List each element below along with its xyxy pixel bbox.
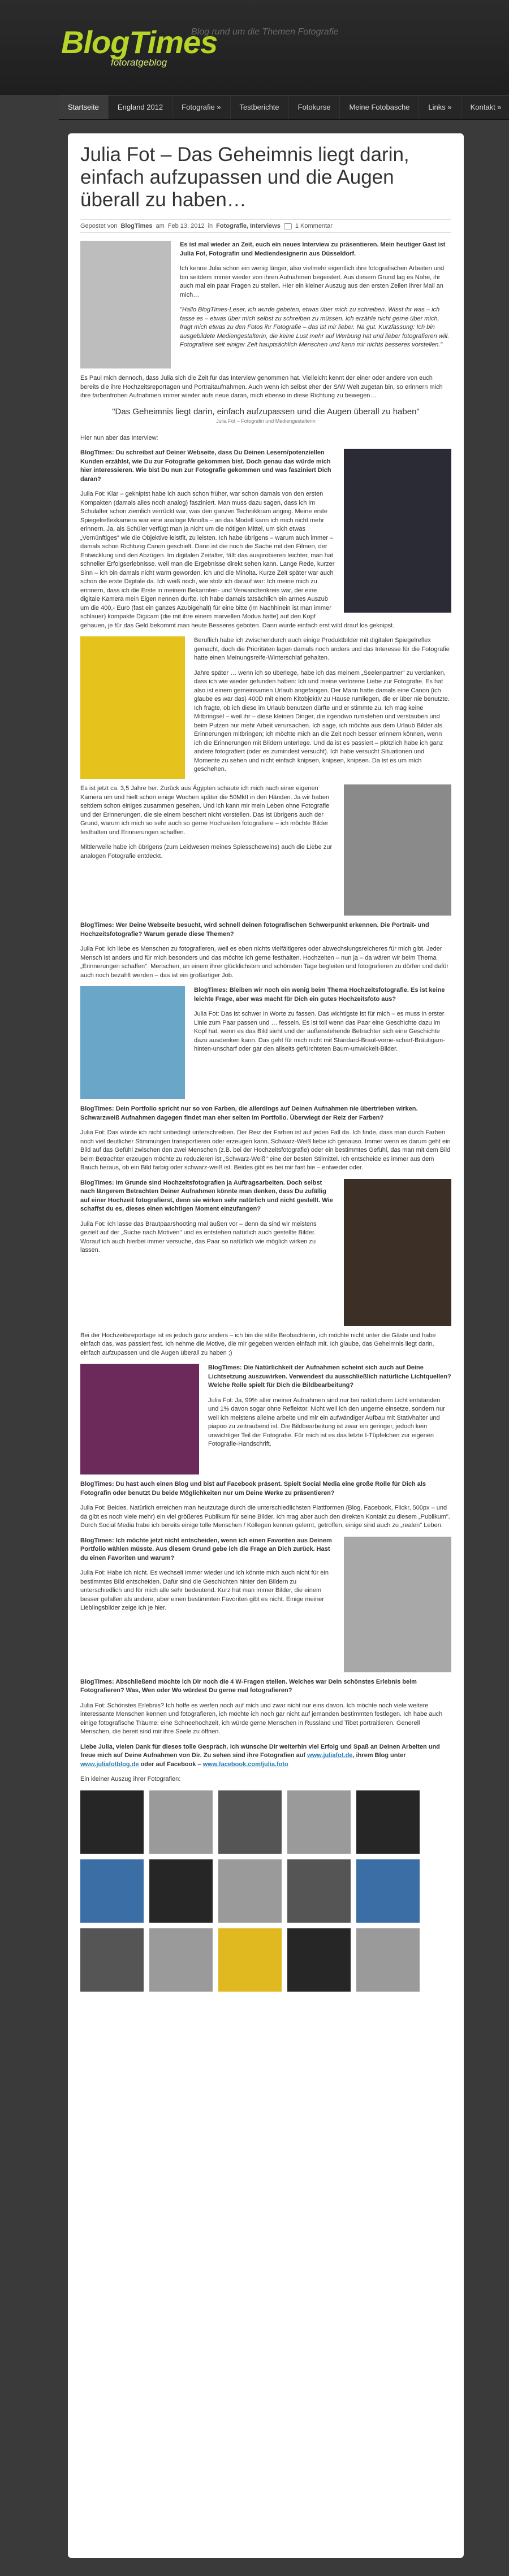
qa-answer-4: Julia Fot: Das würde ich nicht unbedingt unterschreiben. Der Reiz der Farben ist auf jeden Fall da. Ich finde, dass man durch Farben noch viel deutlicher Stimmungen transportieren oder erzeugen kann. Schwarz-Weiß liebe ich genauso. Immer wenn es darum geht ein Bild auf das Gefühl zwischen den zwei Menschen (z.B. bei der Hochzeitsfotografie) oder ein bestimmtes Gefühl, das man mit dem Bild beim Betrachter erzeugen möchte zu reduzieren ist „Schwarz-Weiß" eine der besten Stilmittel. Ich entscheide es immer aus dem Bauch heraus, ob ein Bild farbig oder schwarz-weiß ist. Beides gibt es bei mir fast hie – entweder oder. bbox=[80, 1129, 451, 1171]
portrait-photo bbox=[80, 241, 171, 368]
closing-mid: , ihrem Blog unter bbox=[352, 1752, 406, 1759]
qa-question-3: BlogTimes: Bleiben wir noch ein wenig beim Thema Hochzeitsfotografie. Es ist keine leichte Frage, aber was macht für Dich ein gutes Hochzeitsfoto aus? bbox=[194, 987, 445, 1003]
gallery-thumb[interactable] bbox=[149, 1859, 213, 1923]
qa-answer-2: Julia Fot: Ich liebe es Menschen zu fotografieren, weil es eben nichts vielfältigeres oder abwechslungsreicheres für mich gibt. Jeder Mensch ist anders und für mich besonders und das möchte ich gerne festhalten. Hochzeiten – nun ja – da wären wir beim Thema „Erinnerungen schaffen". Menschen, an einem ihrer glücklichsten und schönsten Tage begleiten und fotografieren zu dürfen und dafür auch noch bezahlt werden – das ist ein großartiger Job. bbox=[80, 946, 449, 979]
comment-icon bbox=[284, 223, 292, 229]
post-title: Julia Fot – Das Geheimnis liegt darin, einfach aufzupassen und die Augen überall zu haben… bbox=[80, 144, 409, 211]
qa-question-2: BlogTimes: Wer Deine Webseite besucht, wird schnell deinen fotografischen Schwerpunkt erkennen. Die Portrait- und Hochzeitsfotografie? Warum gerade diese Themen? bbox=[80, 922, 429, 938]
logo-subtitle: fotoratgeblog bbox=[111, 57, 167, 68]
nav-item-fotografie[interactable]: Fotografie » bbox=[172, 96, 230, 119]
nav-item-links[interactable]: Links » bbox=[419, 96, 461, 119]
gallery-thumb[interactable] bbox=[287, 1790, 351, 1854]
qa-answer-9: Julia Fot: Schönstes Erlebnis? Ich hoffe es werfen noch auf mich und zwar nicht nur eins davon. Ich möchte noch viele weitere interessante Menschen kennen und fotografieren, ich möchte ich noch gar nicht auf jemanden bestimmten festlegen. Ich habe auch einige fotografische Träume: eine Schneehochzeit, ich würde gerne Menschen in Russland und Tibet portraitieren. Generell Menschen, die bereit sind mir ihre Seele zu öffnen. bbox=[80, 1702, 443, 1735]
nav-item-england-2012[interactable]: England 2012 bbox=[109, 96, 172, 119]
post-container bbox=[68, 133, 464, 2558]
post-content bbox=[80, 233, 451, 1992]
gallery-thumb[interactable] bbox=[149, 1790, 213, 1854]
meta-posted-by: Gepostet von bbox=[80, 223, 118, 229]
post-meta bbox=[80, 219, 451, 233]
meta-categories-link[interactable]: Fotografie, Interviews bbox=[216, 223, 281, 229]
qa-answer-5b: Bei der Hochzeitsreportage ist es jedoch ganz anders – ich bin die stille Beobachterin, ich möchte nicht unter die Gäste und habe einfach das, was passiert fest. Ich nehme die Motive, die mir gegeben werden einfach mit. Ich glaube, das Geheimnis liegt darin, einfach aufzupassen und die Augen überall zu haben ;) bbox=[80, 1332, 436, 1356]
qa-answer-5: Julia Fot: Ich lasse das Brautpaarshooting mal außen vor – denn da sind wir meistens gezielt auf der „Suche nach Motiven" und es entstehen natürlich auch gestellte Bilder. Worauf ich auch hierbei immer versuche, das Paar so natürlich wie möglich wirken zu lassen. bbox=[80, 1220, 317, 1254]
qa-answer-8: Julia Fot: Habe ich nicht. Es wechselt immer wieder und ich könnte mich auch nicht für ein bestimmtes Bild entscheiden. Dafür sind die Geschichten hinter den Bildern zu unterschiedlich und für mich alle sehr bedeutend. Kurz hat man immer Bilder, die einem besser gefallen als andere, aber einen bestimmten Favoriten gibt es nicht. Einige meiner Lieblingsbilder zeige ich je hier. bbox=[80, 1569, 329, 1611]
main-nav bbox=[59, 95, 509, 120]
qa-question-5: BlogTimes: Im Grunde sind Hochzeitsfotografien ja Auftragsarbeiten. Doch selbst nach längerem Betrachten Deiner Aufnahmen könnte man denken, dass Du zufällig auf einer Hochzeit fotografierst, denn sie wirken sehr natürlich und nicht gestellt. Wie schaffst du es, dieses einen wichtigen Moment einzufangen? bbox=[80, 1179, 333, 1212]
qa-answer-7: Julia Fot: Beides. Natürlich erreichen man heutzutage durch die unterschiedlichsten Plattformen (Blog, Facebook, Flickr, 500px – und da gibt es noch viele mehr) ein viel größeres Publikum für seine Bilder. Ich mag aber auch den direkten Kontakt zu diesem „Publikum". Durch Social Media habe ich bereits einige tolle Menschen / Kollegen kennen gelernt, getroffen, einige sind auch zu „realen" Leben. bbox=[80, 1504, 450, 1529]
link-juliafotblog[interactable]: www.juliafotblog.de bbox=[80, 1760, 139, 1768]
gallery-intro: Ein kleiner Auszug ihrer Fotografien: bbox=[80, 1776, 181, 1783]
qa-answer-6: Julia Fot: Ja, 99% aller meiner Aufnahmen sind nur bei natürlichem Licht entstanden und 1% davon sogar ohne Reflektor. Nicht weil ich den ungerne einsetze, sondern nur weil ich meistens alleine arbeite und mir ein aufwändiger Aufbau mit Stativhalter und piapoo zu zeitraubend ist. Die Bildbearbeitung ist zwar ein geringer, jedoch kein unwichtiger Teil der Fotografie. Für mich ist es das letzte I-Tüpfelchen zur eigenen Fotografie-Handschrift. bbox=[208, 1397, 445, 1447]
nav-item-testberichte[interactable]: Testberichte bbox=[231, 96, 289, 119]
gallery-thumb[interactable] bbox=[218, 1790, 282, 1854]
gallery-thumb[interactable] bbox=[149, 1928, 213, 1992]
qa-answer-3: Julia Fot: Das ist schwer in Worte zu fassen. Das wichtigste ist für mich – es muss in erster Linie zum Paar passen und … fesseln. Es ist toll wenn das Paar eine Geschichte dazu im Kopf hat, wenn es das Bild sieht und der außenstehende Betrachter sich eine Geschichte dazu ausdenken kann. Das geht für mich nicht mit Standard-Braut-vorne-scharf-Bräutigam-hinten-unscharf oder gar den allseits gefürchteten Baum-umwickelt-Bilder. bbox=[194, 1011, 445, 1052]
gallery-thumb[interactable] bbox=[287, 1928, 351, 1992]
gallery-thumb[interactable] bbox=[80, 1928, 144, 1992]
pull-quote-caption: Julia Fot – Fotografin und Mediengestalterin bbox=[216, 418, 316, 424]
qa-question-9: BlogTimes: Abschließend möchte ich Dir noch die 4 W-Fragen stellen. Welches war Dein schönstes Erlebnis beim Fotografieren? Was, Wen oder Wo würdest Du gerne mal fotografieren? bbox=[80, 1678, 417, 1694]
meta-date: Feb 13, 2012 bbox=[167, 223, 205, 229]
meta-comments-link[interactable]: 1 Kommentar bbox=[295, 223, 333, 229]
nav-item-kontakt[interactable]: Kontakt » bbox=[461, 96, 509, 119]
intro-text: Ich kenne Julia schon ein wenig länger, also vielmehr eigentlich ihre fotografischen Arbeiten und bin seitdem immer wieder von ihren Aufnahmen begeistert. Aus diesem Grund lag es Nahe, ihr auch mal ein paar Fragen zu stellen. Hier ein kleiner Auszug aus den ersten Zeilen ihrer Mail an mich… bbox=[180, 265, 445, 298]
logo-text: BlogTimes bbox=[61, 24, 218, 60]
photo-night-street bbox=[344, 449, 451, 613]
link-juliafot[interactable]: www.juliafot.de bbox=[307, 1752, 353, 1759]
closing-bold: Liebe Julia, vielen Dank für dieses tolle Gespräch. Ich wünsche Dir weiterhin viel Erfolg und Spaß an Deinen Arbeiten und freue mich auf Deine Aufnahmen von Dir. Zu sehen sind ihre Fotografien auf bbox=[80, 1743, 440, 1759]
photo-yellow-wall bbox=[80, 636, 185, 779]
qa-answer-1c: Jahre später … wenn ich so überlege, habe ich das meinem „Seelenpartner" zu verdanken, dass ich wie wieder gefunden haben: Ich und meine verlorene Liebe zur Fotografie. Es hat also ist einem gemeinsamen Urlaub angefangen. Der Mann hatte damals eine Canon (ich glaube es war das) 400D mit einem Kitobjektiv zu Hause rumliegen, die er über nie benutzte. Ich fragte, ob ich diese im Urlaub benutzen dürfte und er stimmte zu. Ich mag keine Mitbringsel – weil ihr – diese kleinen Dinger, die irgendwo rumstehen und verstauben und beim Putzen nur mehr Arbeit verursachen. Ich sage, ich möchte aus dem Urlaub Bilder als Erinnerungen mitbringen; ich möchte mich an die Zeit noch besser erinnern können, wenn ich die Erinnerungen mit Bildern unterlege. Und da ist es passiert – plötzlich habe ich ganz andere fotografiert (oder es zumindest versucht). Ich habe versucht Situationen und Momente zu sehen und nicht einfach knipsen, knipsen, knipsen. Da ist es um mich geschehen. bbox=[194, 669, 450, 773]
gallery-thumb[interactable] bbox=[356, 1790, 420, 1854]
site-header bbox=[0, 0, 509, 95]
gallery-thumb[interactable] bbox=[218, 1859, 282, 1923]
nav-item-fotobasche[interactable]: Meine Fotobasche bbox=[340, 96, 419, 119]
intro-bold: Es ist mal wieder an Zeit, euch ein neues Interview zu präsentieren. Mein heutiger Gast ist Julia Fot, Fotografin und Mediendesignerin aus Düsseldorf. bbox=[180, 241, 446, 257]
gallery-thumb[interactable] bbox=[356, 1859, 420, 1923]
gallery-thumb[interactable] bbox=[80, 1790, 144, 1854]
photo-gallery bbox=[80, 1790, 451, 1992]
photo-bw-woman bbox=[344, 1537, 451, 1672]
qa-answer-1d: Es ist jetzt ca. 3,5 Jahre her. Zurück aus Ägypten schaute ich mich nach einer eigenen Kamera um und hielt schon einige Wochen später die 50MkII in den Händen. Ja wir haben seitdem schon einiges zusammen gesehen. Und ich kann mir mein Leben ohne Fotografie und der Erinnerungen, die sie einem beschert nicht vorstellen. Das ist übrigens auch der Grund, warum ich mich so sehr auch so gerne Hochzeiten fotografiere – ich möchte Bilder festhalten und Erinnerungen schaffen. bbox=[80, 785, 330, 836]
qa-question-4: BlogTimes: Dein Portfolio spricht nur so von Farben, die allerdings auf Deinen Aufnahmen nie übertrieben wirken. Schwarzweiß Aufnahmen dagegen findet man eher selten im Portfolio. Überwiegt der Reiz der Farben? bbox=[80, 1105, 418, 1121]
qa-question-1: BlogTimes: Du schreibst auf Deiner Webseite, dass Du Deinen Lesern/potenziellen Kunden erzählst, wie Du zur Fotografie gekommen bist. Doch genau das würde mich hier interessieren. Wie bist Du nun zur Fotografie gekommen und was fasziniert Dich daran? bbox=[80, 449, 331, 483]
photo-bw-laundry bbox=[344, 784, 451, 916]
closing-text bbox=[80, 1743, 451, 1770]
pull-quote: "Das Geheimnis liegt darin, einfach aufzupassen und die Augen überall zu haben" bbox=[112, 406, 420, 417]
qa-answer-1e: Mittlerweile habe ich übrigens (zum Leidwesen meines Spiesscheweins) auch die Liebe zur analogen Fotografie entdeckt. bbox=[80, 844, 333, 860]
link-facebook[interactable]: www.facebook.com/julia.foto bbox=[202, 1760, 288, 1768]
site-tagline: Blog rund um die Themen Fotografie bbox=[191, 27, 339, 37]
gallery-thumb[interactable] bbox=[218, 1928, 282, 1992]
photo-beach-couple bbox=[80, 986, 185, 1099]
interview-intro: Hier nun aber das Interview: bbox=[80, 434, 158, 441]
photo-night-lights bbox=[80, 1364, 199, 1475]
qa-answer-1: Julia Fot: Klar – gekniptst habe ich auch schon früher, war schon damals von den ersten Kompakten (damals alles noch analog) fasziniert. Man muss dazu sagen, dass ich im Schulalter schon ziemlich verrückt war, was den ganzen Technikkram anging. Meine erste Spiegelreflexkamera war eine analoge Minolta – an das Modell kann ich mich nicht mehr erinnern. Ja, als Schüler verfügt man ja nicht um die nötigen Mittel, um sich etwas „Vernünftiges" wie die Objektive leistfit, zu leisten. Ich habe übrigens – warum auch immer – damals schon Richtung Canon geschielt. Dann ist die noch die Sache mit den Filmen, der Entwicklung und den Abzügen. Im digitalen Zeitalter, fällt das ausprobieren leichter, man hat schneller Erfolgserlebnisse. weil man die Ergebnisse direkt sehen kann. Lange Rede, kurzer Sinn – ich bin damals nicht warm geworden. ich und die Minolta. Kurze Zeit später war auch schon die erste Digitale da. Ich weiß noch, wie stolz ich darauf war: Ich meine mich zu erinnern, dass ich die Erste in meinem Bekannten- und Verwandtenkreis war, der eine digitale Kamera mein Eigen nennen durfte. Ich habe damals tatsächlich ein armes Auszub um die 400,- Euro (fast ein ganzes Azubigehalt) für eine bitte (im Nachhinein ist man immer schlauer) kompakte Digicam (die mit ihre einem marvellen Modus hatte) auf den Kopf gehauen, je für das Geld bekommt man heute Besseres geboten. Dann wurde einfach erst wild drauf los geknipst. bbox=[80, 491, 395, 629]
closing-mid2: oder auf Facebook – bbox=[140, 1760, 201, 1768]
meta-author-link[interactable]: BlogTimes bbox=[120, 223, 153, 229]
qa-question-6: BlogTimes: Die Natürlichkeit der Aufnahmen scheint sich auch auf Deine Lichtsetzung auszuwirken. Verwendest du ausschließlich natürliche Lichtquellen? Welche Rolle spielt für Dich die Bildbearbeitung? bbox=[208, 1364, 451, 1389]
qa-question-7: BlogTimes: Du hast auch einen Blog und bist auf Facebook präsent. Spielt Social Media eine große Rolle für Dich als Fotografin oder benutzt Du beide Möglichkeiten nur um Deine Werke zu präsentieren? bbox=[80, 1481, 426, 1497]
meta-date-prefix: am bbox=[156, 223, 165, 229]
qa-question-8: BlogTimes: Ich möchte jetzt nicht entscheiden, wenn ich einen Favoriten aus Deinem Portfolio wählen müsste. Aus diesem Grund gebe ich die Frage an Dich zurück. Hast du einen Favoriten und warum? bbox=[80, 1537, 332, 1562]
nav-item-fotokurse[interactable]: Fotokurse bbox=[289, 96, 340, 119]
intro-mail-quote: "Hallo BlogTimes-Leser, ich wurde gebeten, etwas über mich zu schreiben. Wisst ihr was – ich fasse es – etwas über mich selbst zu schreiben zu müssen. Ich erzähle nicht gerne über mich, fragt mich etwas zu den Fotos ihr Fotografie – das ist mir lieber. Na gut. Kurzfassung: Ich bin ausgebildete Mediengestalterin, die keine Lust mehr auf Werbung hat und lieber fotografieren will. Fotografiere seit einiger Zeit hauptsächlich Menschen und kann mir nichts besseres vorstellen." bbox=[180, 306, 450, 348]
gallery-thumb[interactable] bbox=[356, 1928, 420, 1992]
nav-item-startseite[interactable]: Startseite bbox=[59, 96, 109, 119]
qa-answer-1b: Beruflich habe ich zwischendurch auch einige Produktbilder mit digitalen Spiegelreflex gemacht, doch die Prioritäten lagen damals noch anders und das Interesse für die Fotografie hatte einen Meinungsreife-Winterschlaf gehalten. bbox=[194, 637, 450, 661]
meta-in: in bbox=[208, 223, 213, 229]
gallery-thumb[interactable] bbox=[80, 1859, 144, 1923]
intro-after: Es Paul mich dennoch, dass Julia sich die Zeit für das Interview genommen hat. Vielleicht kennt der einer oder andere von euch bereits die ihre Hochzeitsreportagen und Portraitaufnahmen. Auch wenn ich selbst eher der S/W Welt zugetan bin, so erinnern mich ihre farbenfrohen Aufnahmen immer wieder aufs neue daran, mich ebenso in diese Richtung zu bewegen… bbox=[80, 375, 443, 399]
gallery-thumb[interactable] bbox=[287, 1859, 351, 1923]
photo-window-light bbox=[344, 1179, 451, 1326]
